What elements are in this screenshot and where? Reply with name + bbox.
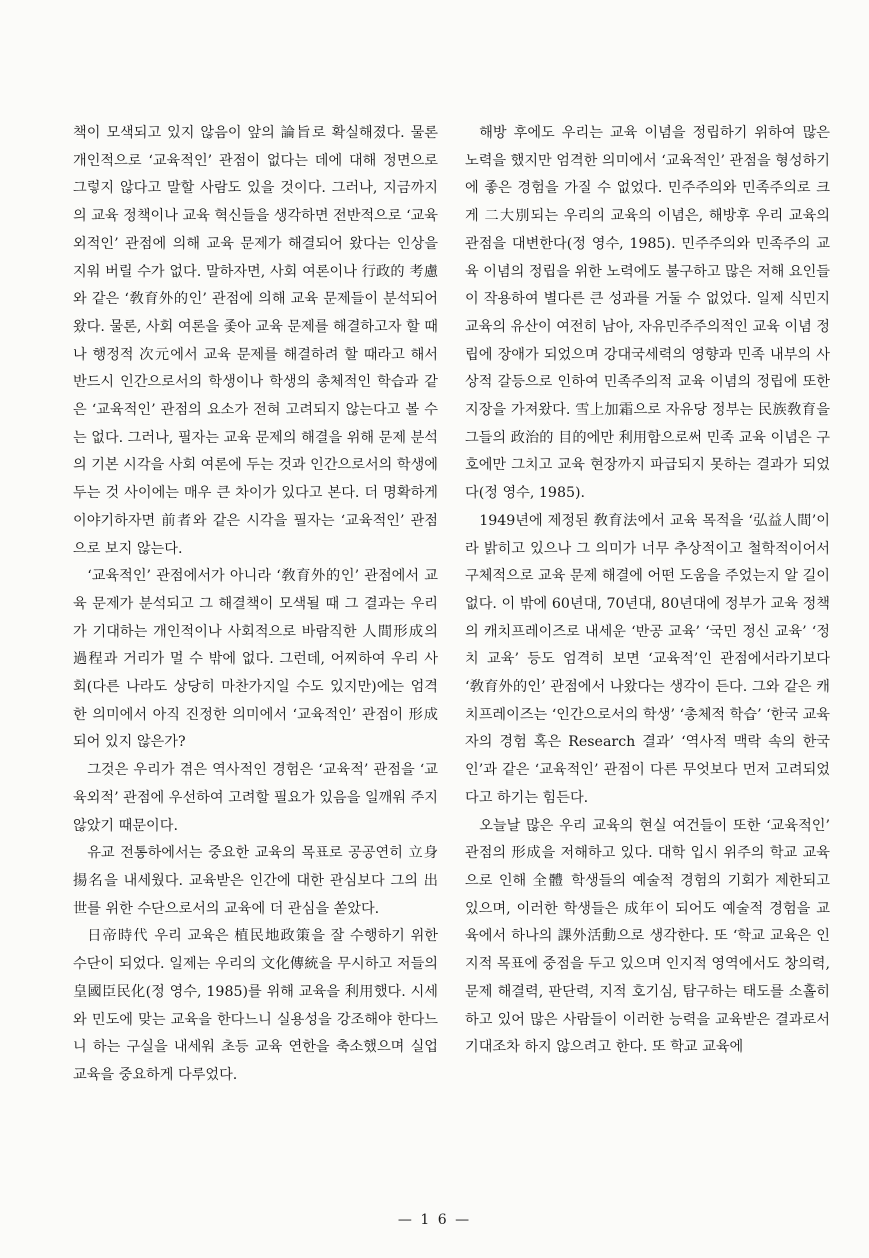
paragraph: 유교 전통하에서는 중요한 교육의 목표로 공공연히 立身揚名을 내세웠다. 교육받은 인간에 대한 관심보다 그의 出世를 위한 수단으로서의 교육에 더 관심을 쏟았다.	[73, 845, 438, 917]
paragraph: 책이 모색되고 있지 않음이 앞의 論旨로 확실해졌다. 물론 개인적으로 ‘교육적인’ 관점이 없다는 데에 대해 정면으로 그렇지 않다고 말할 사람도 있을 것이다. 그러나, 지금까지의 교육 정책이나 교육 혁신들을 생각하면 전반적으로 ‘교육외적인’ 관점에 의해 교육 문제가 해결되어 왔다는 인상을 지워 버릴 수가 없다. 말하자면, 사회 여론이나 行政的 考慮와 같은 ‘敎育外的인’ 관점에 의해 교육 문제들이 분석되어 왔다. 물론, 사회 여론을 좇아 교육 문제를 해결하고자 할 때나 행정적 次元에서 교육 문제를 해결하려 할 때라고 해서 반드시 인간으로서의 학생이나 학생의 총체적인 학습과 같은 ‘교육적인’ 관점의 요소가 전혀 고려되지 않는다고 볼 수는 없다. 그러나, 필자는 교육 문제의 해결을 위해 문제 분석의 기본 시각을 사회 여론에 두는 것과 인간으로서의 학생에 두는 것 사이에는 매우 큰 차이가 있다고 본다. 더 명확하게 이야기하자면 前者와 같은 시각을 필자는 ‘교육적인’ 관점으로 보지 않는다.	[73, 125, 439, 557]
right-column	[465, 120, 830, 1062]
paragraph: 해방 후에도 우리는 교육 이념을 정립하기 위하여 많은 노력을 했지만 엄격한 의미에서 ‘교육적인’ 관점을 형성하기에 좋은 경험을 가질 수 없었다. 민주주의와 민족주의로 크게 二大別되는 우리의 교육의 이념은, 해방후 우리 교육의 관점을 대변한다(정 영수, 1985). 민주주의와 민족주의 교육 이념의 정립을 위한 노력에도 불구하고 많은 저해 요인들이 작용하여 별다른 큰 성과를 거둘 수 없었다. 일제 식민지 교육의 유산이 여전히 남아, 자유민주주의적인 교육 이념 정립에 장애가 되었으며 강대국세력의 영향과 민족 내부의 사상적 갈등으로 인하여 민족주의적 교육 이념의 정립에 또한 지장을 가져왔다. 雪上加霜으로 자유당 정부는 民族敎育을 그들의 政治的 目的에만 利用함으로써 민족 교육 이념은 구호에만 그치고 교육 현장까지 파급되지 못하는 결과가 되었다(정 영수, 1985).	[465, 125, 831, 502]
paragraph: 그것은 우리가 겪은 역사적인 경험은 ‘교육적’ 관점을 ‘교육외적’ 관점에 우선하여 고려할 필요가 있음을 일깨워 주지 않았기 때문이다.	[73, 762, 439, 834]
paragraph: ‘교육적인’ 관점에서가 아니라 ‘敎育外的인’ 관점에서 교육 문제가 분석되고 그 해결책이 모색될 때 그 결과는 우리가 기대하는 개인적이나 사회적으로 바람직한 人間形成의 過程과 거리가 멀 수 밖에 없다. 그런데, 어찌하여 우리 사회(다른 나라도 상당히 마찬가지일 수도 있지만)에는 엄격한 의미에서 아직 진정한 의미에서 ‘교육적인’ 관점이 形成되어 있지 않은가?	[73, 568, 438, 751]
paragraph: 日帝時代 우리 교육은 植民地政策을 잘 수행하기 위한 수단이 되었다. 일제는 우리의 文化傳統을 무시하고 저들의 皇國臣民化(정 영수, 1985)를 위해 교육을 利用했다. 시세와 민도에 맞는 교육을 한다느니 실용성을 강조해야 한다느니 하는 구실을 내세워 초등 교육 연한을 축소했으며 실업 교육을 중요하게 다루었다.	[73, 928, 438, 1083]
left-column	[73, 120, 438, 1090]
paragraph: 오늘날 많은 우리 교육의 현실 여건들이 또한 ‘교육적인’ 관점의 形成을 저해하고 있다. 대학 입시 위주의 학교 교육으로 인해 全體 학생들의 예술적 경험의 기회가 제한되고 있으며, 이러한 학생들은 成年이 되어도 예술적 경험을 교육에서 하나의 課外活動으로 생각한다. 또 ‘학교 교육은 인지적 목표에 중점을 두고 있으며 인지적 영역에서도 창의력, 문제 해결력, 판단력, 지적 호기심, 탐구하는 태도를 소홀히 하고 있어 많은 사람들이 이러한 능력을 교육받은 결과로서 기대조차 하지 않으려고 한다. 또 학교 교육에	[465, 817, 831, 1056]
paragraph: 1949년에 제정된 敎育法에서 교육 목적을 ‘弘益人間’이라 밝히고 있으나 그 의미가 너무 추상적이고 철학적이어서 구체적으로 교육 문제 해결에 어떤 도움을 주었는지 알 길이 없다. 이 밖에 60년대, 70년대, 80년대에 정부가 교육 정책의 캐치프레이즈로 내세운 ‘반공 교육’ ‘국민 정신 교육’ ‘정치 교육’ 등도 엄격히 보면 ‘교육적’인 관점에서라기보다 ‘敎育外的인’ 관점에서 나왔다는 생각이 든다. 그와 같은 캐치프레이즈는 ‘인간으로서의 학생’ ‘총체적 학습’ ‘한국 교육자의 경험 혹은 Research 결과’ ‘역사적 맥락 속의 한국인’과 같은 ‘교육적인’ 관점이 다른 무엇보다 먼저 고려되었다고 하기는 힘든다.	[465, 512, 831, 806]
page-number: — 1 6 —	[397, 1212, 472, 1228]
